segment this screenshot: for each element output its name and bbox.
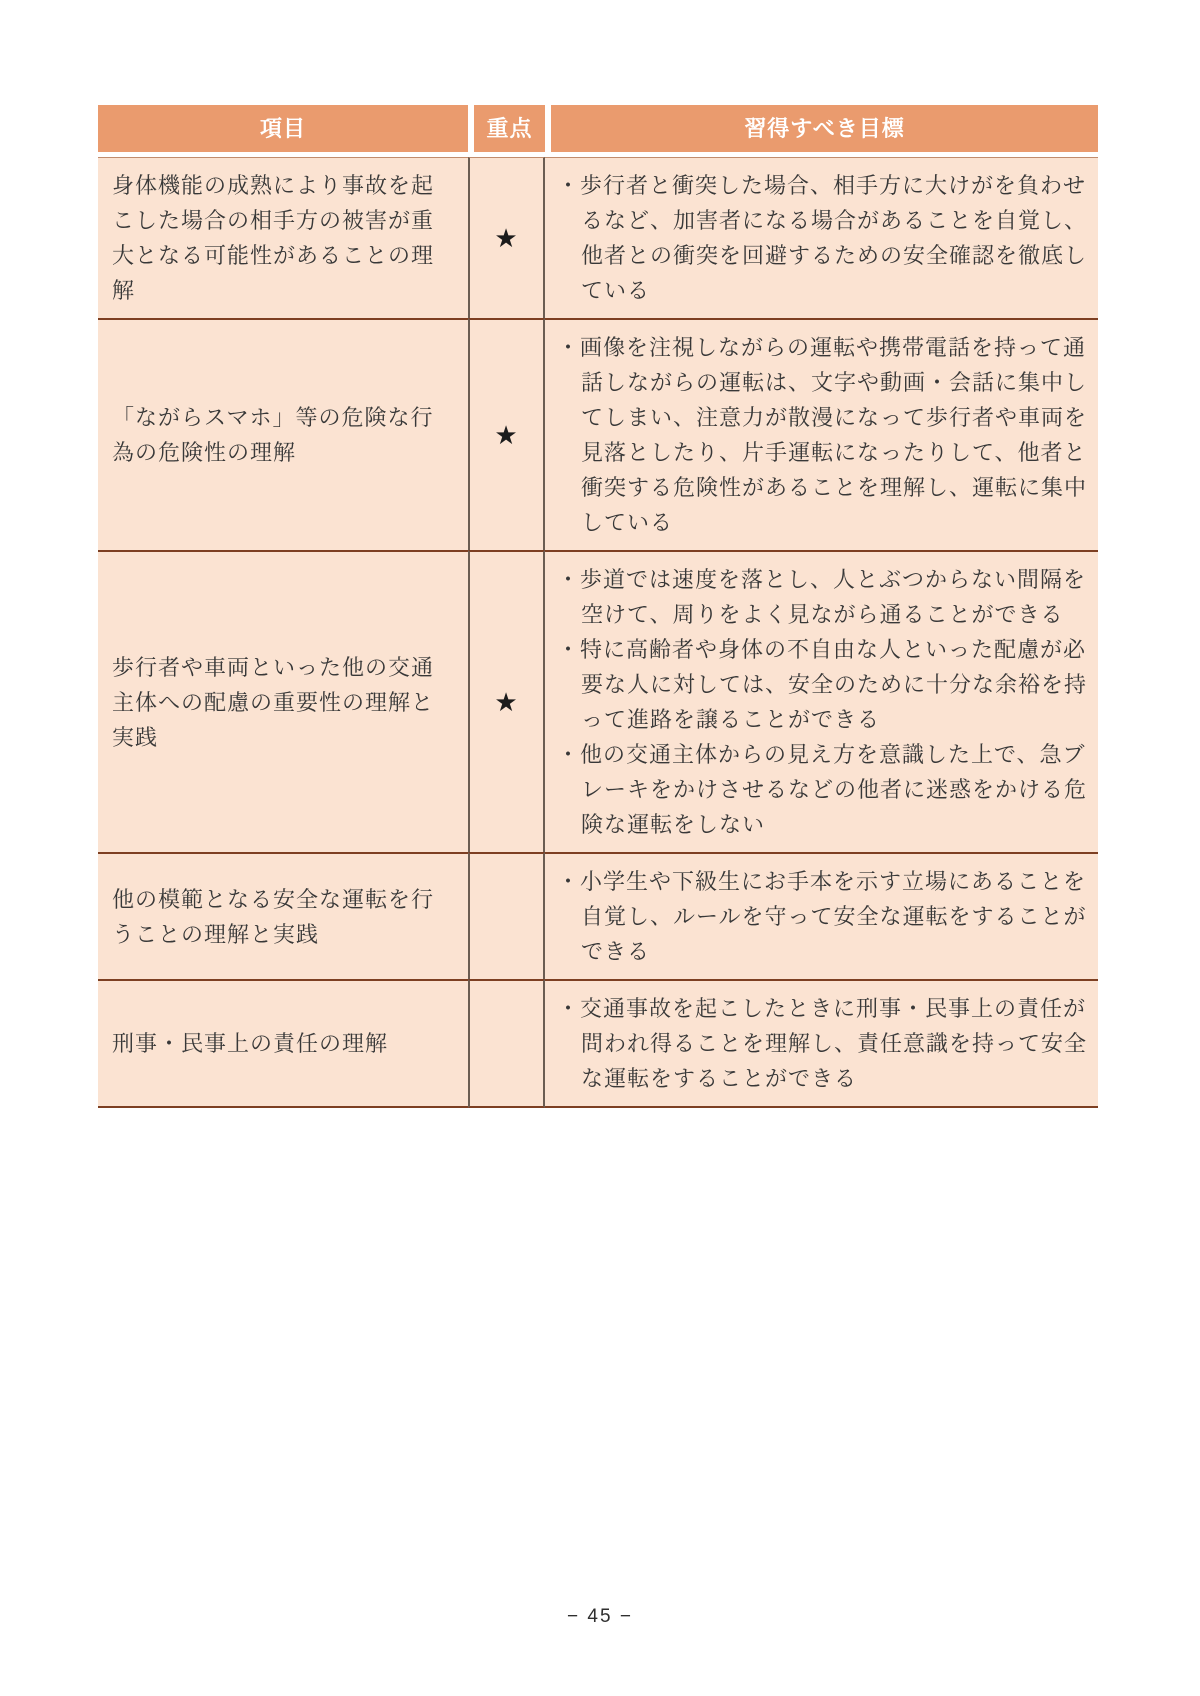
item-cell: 身体機能の成熟により事故を起こした場合の相手方の被害が重大となる可能性があることの理解 xyxy=(98,157,468,318)
priority-cell: ★ xyxy=(468,318,545,550)
priority-cell xyxy=(468,852,545,979)
header-priority: 重点 xyxy=(468,105,545,157)
header-row xyxy=(98,105,1098,157)
table-header xyxy=(98,105,1098,157)
goal-line: ・小学生や下級生にお手本を示す立場にあることを自覚し、ルールを守って安全な運転をすることができる xyxy=(557,869,1087,964)
goal-line: ・交通事故を起こしたときに刑事・民事上の責任が問われ得ることを理解し、責任意識を持って安全な運転をすることができる xyxy=(557,996,1088,1091)
goal-line: ・画像を注視しながらの運転や携帯電話を持って通話しながらの運転は、文字や動画・会話に集中してしまい、注意力が散漫になって歩行者や車両を見落としたり、片手運転になったりして、他者と衝突する危険性があることを理解し、運転に集中している xyxy=(557,335,1088,535)
priority-cell: ★ xyxy=(468,157,545,318)
table-row xyxy=(98,852,1098,979)
priority-cell: ★ xyxy=(468,550,545,852)
table-row xyxy=(98,318,1098,550)
goals-cell xyxy=(545,979,1098,1108)
item-cell: 歩行者や車両といった他の交通主体への配慮の重要性の理解と実践 xyxy=(98,550,468,852)
goals-cell xyxy=(545,852,1098,979)
goals-cell xyxy=(545,550,1098,852)
header-goals: 習得すべき目標 xyxy=(545,105,1098,157)
item-cell: 他の模範となる安全な運転を行うことの理解と実践 xyxy=(98,852,468,979)
priority-cell xyxy=(468,979,545,1108)
goals-cell xyxy=(545,157,1098,318)
item-cell: 「ながらスマホ」等の危険な行為の危険性の理解 xyxy=(98,318,468,550)
goal-line: ・歩道では速度を落とし、人とぶつからない間隔を空けて、周りをよく見ながら通ることができる xyxy=(557,567,1087,627)
goals-cell xyxy=(545,318,1098,550)
goal-line: ・他の交通主体からの見え方を意識した上で、急ブレーキをかけさせるなどの他者に迷惑をかける危険な運転をしない xyxy=(557,742,1088,837)
page-number: − 45 − xyxy=(567,1606,633,1627)
table-body xyxy=(98,157,1098,1108)
table-row xyxy=(98,157,1098,318)
table-row xyxy=(98,979,1098,1108)
item-cell: 刑事・民事上の責任の理解 xyxy=(98,979,468,1108)
goal-line: ・特に高齢者や身体の不自由な人といった配慮が必要な人に対しては、安全のために十分な余裕を持って進路を譲ることができる xyxy=(557,637,1088,732)
goals-table xyxy=(98,105,1098,1108)
goal-line: ・歩行者と衝突した場合、相手方に大けがを負わせるなど、加害者になる場合があることを自覚し、他者との衝突を回避するための安全確認を徹底している xyxy=(557,173,1088,303)
header-item: 項目 xyxy=(98,105,468,157)
table-row xyxy=(98,550,1098,852)
